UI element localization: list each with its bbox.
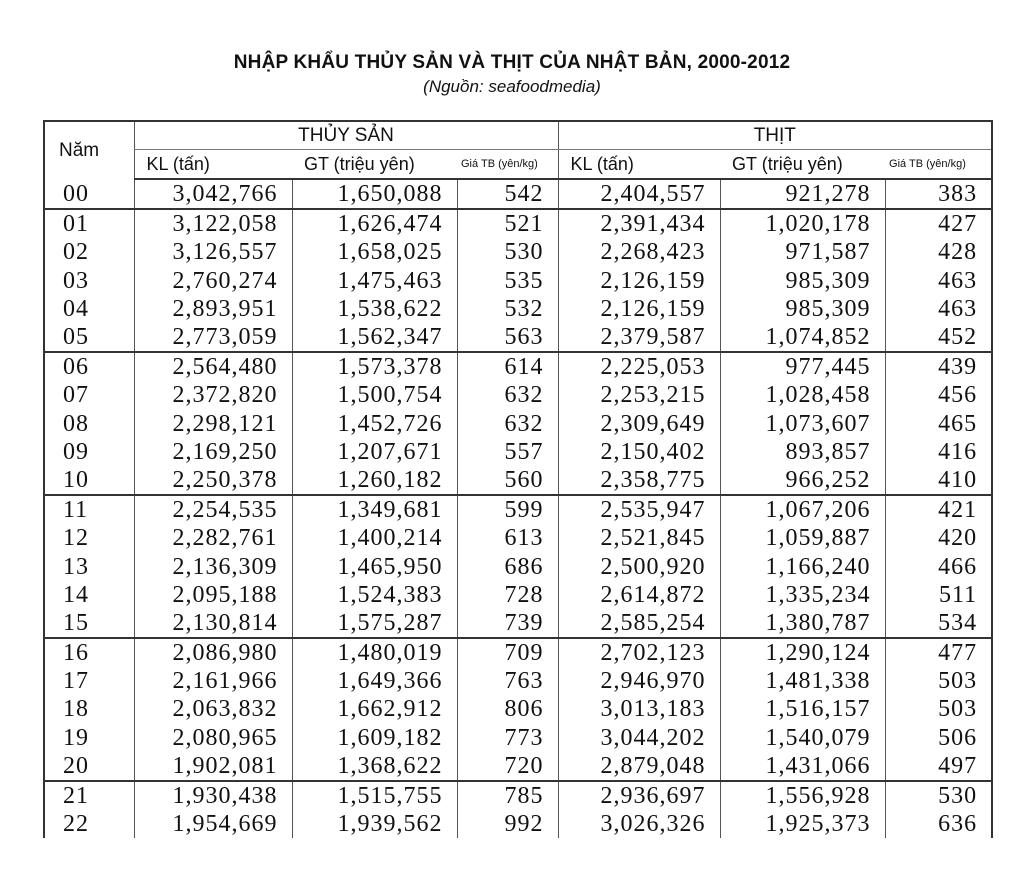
cell-year: 15	[44, 609, 134, 638]
cell-seafood-volume: 2,250,378	[134, 466, 292, 495]
table-row	[44, 581, 992, 609]
year-column-header: Năm	[44, 121, 134, 179]
cell-meat-value: 1,380,787	[720, 609, 885, 638]
cell-seafood-volume: 2,372,820	[134, 381, 292, 409]
cell-meat-value: 977,445	[720, 352, 885, 381]
cell-seafood-price: 773	[457, 724, 558, 752]
cell-meat-price: 534	[885, 609, 992, 638]
table-row	[44, 524, 992, 552]
cell-meat-value: 1,059,887	[720, 524, 885, 552]
cell-seafood-price: 709	[457, 638, 558, 667]
group-header-meat: THỊT	[558, 121, 992, 150]
cell-year: 21	[44, 781, 134, 810]
cell-seafood-value: 1,368,622	[292, 752, 457, 781]
cell-year: 12	[44, 524, 134, 552]
cell-year: 06	[44, 352, 134, 381]
cell-meat-value: 1,540,079	[720, 724, 885, 752]
cell-meat-price: 383	[885, 179, 992, 209]
cell-meat-value: 1,067,206	[720, 495, 885, 524]
cell-year: 01	[44, 209, 134, 238]
cell-meat-volume: 2,946,970	[558, 667, 720, 695]
cell-meat-value: 1,290,124	[720, 638, 885, 667]
cell-year: 00	[44, 179, 134, 209]
cell-meat-price: 463	[885, 295, 992, 323]
cell-meat-price: 420	[885, 524, 992, 552]
cell-seafood-price: 728	[457, 581, 558, 609]
cell-meat-value: 1,166,240	[720, 552, 885, 580]
cell-meat-price: 465	[885, 410, 992, 438]
cell-seafood-volume: 3,122,058	[134, 209, 292, 238]
cell-meat-value: 1,556,928	[720, 781, 885, 810]
table-row	[44, 724, 992, 752]
cell-year: 04	[44, 295, 134, 323]
cell-meat-price: 503	[885, 667, 992, 695]
cell-year: 07	[44, 381, 134, 409]
cell-seafood-value: 1,480,019	[292, 638, 457, 667]
cell-year: 10	[44, 466, 134, 495]
table-row	[44, 410, 992, 438]
cell-seafood-value: 1,452,726	[292, 410, 457, 438]
cell-meat-value: 1,073,607	[720, 410, 885, 438]
cell-meat-volume: 2,379,587	[558, 323, 720, 352]
cell-seafood-value: 1,500,754	[292, 381, 457, 409]
subheader-meat-volume: KL (tấn)	[558, 150, 720, 180]
cell-year: 20	[44, 752, 134, 781]
cell-year: 09	[44, 438, 134, 466]
table-row	[44, 179, 992, 209]
cell-meat-price: 428	[885, 238, 992, 266]
cell-meat-price: 530	[885, 781, 992, 810]
table-row	[44, 810, 992, 838]
cell-year: 11	[44, 495, 134, 524]
subheader-meat-value: GT (triệu yên)	[720, 150, 885, 180]
cell-meat-value: 985,309	[720, 267, 885, 295]
cell-seafood-value: 1,562,347	[292, 323, 457, 352]
cell-meat-price: 416	[885, 438, 992, 466]
cell-meat-value: 921,278	[720, 179, 885, 209]
table-row	[44, 438, 992, 466]
cell-meat-volume: 2,391,434	[558, 209, 720, 238]
cell-meat-volume: 2,521,845	[558, 524, 720, 552]
cell-meat-volume: 2,535,947	[558, 495, 720, 524]
cell-meat-volume: 2,500,920	[558, 552, 720, 580]
cell-meat-value: 1,335,234	[720, 581, 885, 609]
cell-meat-volume: 2,268,423	[558, 238, 720, 266]
subheader-meat-price: Giá TB (yên/kg)	[885, 150, 992, 180]
cell-meat-price: 410	[885, 466, 992, 495]
cell-seafood-value: 1,538,622	[292, 295, 457, 323]
cell-meat-volume: 2,936,697	[558, 781, 720, 810]
cell-seafood-price: 563	[457, 323, 558, 352]
cell-seafood-volume: 2,130,814	[134, 609, 292, 638]
cell-seafood-volume: 2,564,480	[134, 352, 292, 381]
cell-year: 17	[44, 667, 134, 695]
cell-seafood-value: 1,515,755	[292, 781, 457, 810]
cell-seafood-value: 1,524,383	[292, 581, 457, 609]
table-row	[44, 209, 992, 238]
cell-meat-value: 1,020,178	[720, 209, 885, 238]
cell-seafood-value: 1,649,366	[292, 667, 457, 695]
cell-year: 18	[44, 695, 134, 723]
cell-seafood-price: 632	[457, 381, 558, 409]
cell-meat-price: 636	[885, 810, 992, 838]
table-row	[44, 295, 992, 323]
cell-meat-volume: 2,614,872	[558, 581, 720, 609]
cell-meat-value: 1,925,373	[720, 810, 885, 838]
cell-meat-volume: 2,126,159	[558, 295, 720, 323]
table-row	[44, 781, 992, 810]
cell-seafood-price: 532	[457, 295, 558, 323]
cell-meat-volume: 2,358,775	[558, 466, 720, 495]
cell-seafood-price: 521	[457, 209, 558, 238]
cell-seafood-volume: 2,893,951	[134, 295, 292, 323]
cell-seafood-volume: 2,080,965	[134, 724, 292, 752]
cell-meat-volume: 3,026,326	[558, 810, 720, 838]
cell-meat-price: 463	[885, 267, 992, 295]
cell-seafood-value: 1,475,463	[292, 267, 457, 295]
cell-seafood-price: 560	[457, 466, 558, 495]
cell-seafood-value: 1,939,562	[292, 810, 457, 838]
cell-meat-price: 456	[885, 381, 992, 409]
cell-year: 19	[44, 724, 134, 752]
cell-meat-price: 439	[885, 352, 992, 381]
table-row	[44, 752, 992, 781]
cell-meat-volume: 3,013,183	[558, 695, 720, 723]
table-row	[44, 495, 992, 524]
subheader-seafood-volume: KL (tấn)	[134, 150, 292, 180]
cell-meat-volume: 2,585,254	[558, 609, 720, 638]
table-row	[44, 381, 992, 409]
cell-meat-value: 1,431,066	[720, 752, 885, 781]
cell-meat-volume: 2,309,649	[558, 410, 720, 438]
subheader-seafood-value: GT (triệu yên)	[292, 150, 457, 180]
table-row	[44, 695, 992, 723]
cell-seafood-volume: 2,095,188	[134, 581, 292, 609]
cell-seafood-volume: 2,282,761	[134, 524, 292, 552]
cell-seafood-price: 763	[457, 667, 558, 695]
cell-meat-price: 497	[885, 752, 992, 781]
cell-meat-price: 427	[885, 209, 992, 238]
cell-seafood-value: 1,609,182	[292, 724, 457, 752]
cell-meat-volume: 2,225,053	[558, 352, 720, 381]
cell-seafood-value: 1,260,182	[292, 466, 457, 495]
cell-meat-volume: 2,126,159	[558, 267, 720, 295]
group-header-seafood: THỦY SẢN	[134, 121, 558, 150]
table-row	[44, 323, 992, 352]
table-row	[44, 267, 992, 295]
cell-year: 14	[44, 581, 134, 609]
cell-seafood-value: 1,662,912	[292, 695, 457, 723]
cell-seafood-volume: 2,254,535	[134, 495, 292, 524]
cell-meat-price: 466	[885, 552, 992, 580]
cell-seafood-value: 1,575,287	[292, 609, 457, 638]
cell-seafood-volume: 2,760,274	[134, 267, 292, 295]
cell-meat-volume: 2,879,048	[558, 752, 720, 781]
cell-meat-value: 1,516,157	[720, 695, 885, 723]
cell-seafood-value: 1,465,950	[292, 552, 457, 580]
subheader-seafood-price: Giá TB (yên/kg)	[457, 150, 558, 180]
cell-meat-value: 971,587	[720, 238, 885, 266]
cell-seafood-price: 614	[457, 352, 558, 381]
cell-seafood-price: 686	[457, 552, 558, 580]
table-row	[44, 638, 992, 667]
cell-seafood-value: 1,650,088	[292, 179, 457, 209]
cell-meat-volume: 2,404,557	[558, 179, 720, 209]
cell-year: 05	[44, 323, 134, 352]
cell-seafood-volume: 1,902,081	[134, 752, 292, 781]
table-row	[44, 466, 992, 495]
cell-seafood-price: 599	[457, 495, 558, 524]
cell-year: 03	[44, 267, 134, 295]
cell-year: 08	[44, 410, 134, 438]
cell-seafood-price: 720	[457, 752, 558, 781]
import-table	[43, 120, 993, 838]
cell-meat-value: 893,857	[720, 438, 885, 466]
cell-seafood-price: 535	[457, 267, 558, 295]
cell-meat-price: 511	[885, 581, 992, 609]
cell-seafood-price: 806	[457, 695, 558, 723]
cell-meat-value: 966,252	[720, 466, 885, 495]
cell-seafood-price: 530	[457, 238, 558, 266]
table-row	[44, 352, 992, 381]
cell-seafood-volume: 3,126,557	[134, 238, 292, 266]
cell-seafood-price: 632	[457, 410, 558, 438]
cell-meat-volume: 3,044,202	[558, 724, 720, 752]
cell-seafood-volume: 1,930,438	[134, 781, 292, 810]
cell-meat-price: 421	[885, 495, 992, 524]
cell-seafood-volume: 2,136,309	[134, 552, 292, 580]
table-body	[44, 179, 992, 838]
cell-seafood-value: 1,658,025	[292, 238, 457, 266]
cell-seafood-value: 1,207,671	[292, 438, 457, 466]
cell-seafood-volume: 2,086,980	[134, 638, 292, 667]
cell-seafood-value: 1,400,214	[292, 524, 457, 552]
cell-seafood-volume: 2,298,121	[134, 410, 292, 438]
cell-seafood-price: 992	[457, 810, 558, 838]
cell-seafood-price: 785	[457, 781, 558, 810]
cell-meat-price: 477	[885, 638, 992, 667]
cell-meat-value: 1,481,338	[720, 667, 885, 695]
cell-year: 02	[44, 238, 134, 266]
cell-seafood-volume: 2,161,966	[134, 667, 292, 695]
cell-seafood-value: 1,573,378	[292, 352, 457, 381]
cell-year: 16	[44, 638, 134, 667]
cell-seafood-price: 739	[457, 609, 558, 638]
cell-seafood-volume: 1,954,669	[134, 810, 292, 838]
source-note: (Nguồn: seafoodmedia)	[423, 77, 601, 96]
table-row	[44, 667, 992, 695]
cell-seafood-value: 1,349,681	[292, 495, 457, 524]
page-title: NHẬP KHẨU THỦY SẢN VÀ THỊT CỦA NHẬT BẢN, 2000-2012	[233, 52, 791, 73]
cell-meat-price: 503	[885, 695, 992, 723]
cell-meat-value: 1,074,852	[720, 323, 885, 352]
cell-seafood-price: 542	[457, 179, 558, 209]
table-row	[44, 238, 992, 266]
data-table-container	[43, 120, 991, 838]
table-row	[44, 552, 992, 580]
cell-meat-volume: 2,150,402	[558, 438, 720, 466]
table-row	[44, 609, 992, 638]
cell-year: 22	[44, 810, 134, 838]
cell-meat-volume: 2,253,215	[558, 381, 720, 409]
cell-meat-value: 985,309	[720, 295, 885, 323]
cell-year: 13	[44, 552, 134, 580]
cell-meat-price: 452	[885, 323, 992, 352]
cell-meat-price: 506	[885, 724, 992, 752]
cell-meat-volume: 2,702,123	[558, 638, 720, 667]
cell-seafood-price: 613	[457, 524, 558, 552]
cell-seafood-volume: 3,042,766	[134, 179, 292, 209]
cell-seafood-value: 1,626,474	[292, 209, 457, 238]
cell-seafood-volume: 2,169,250	[134, 438, 292, 466]
cell-seafood-volume: 2,063,832	[134, 695, 292, 723]
cell-meat-value: 1,028,458	[720, 381, 885, 409]
cell-seafood-volume: 2,773,059	[134, 323, 292, 352]
cell-seafood-price: 557	[457, 438, 558, 466]
